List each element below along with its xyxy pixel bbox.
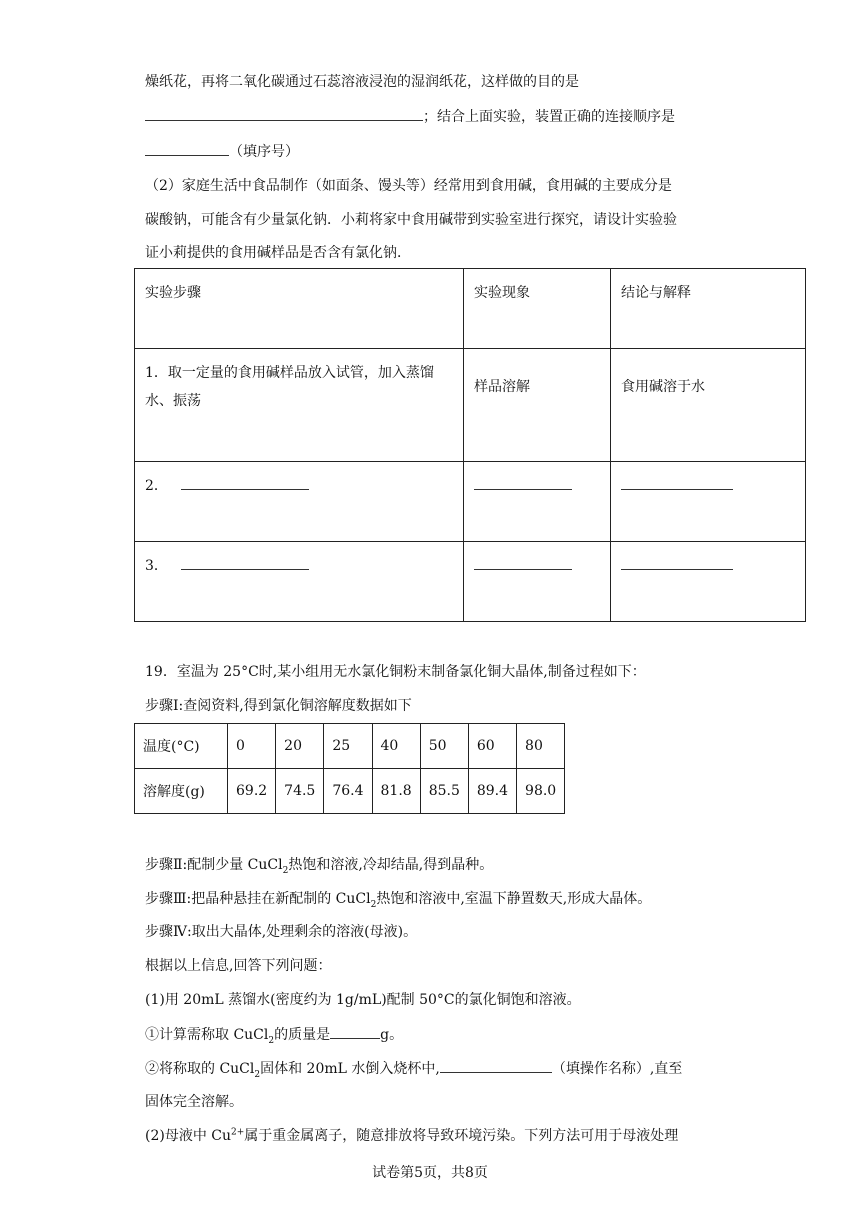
experiment-table — [134, 268, 806, 622]
table-cell: 1．取一定量的食用碱样品放入试管，加入蒸馏水、振荡 — [135, 349, 464, 462]
q19-step1: 步骤Ⅰ:查阅资料,得到氯化铜溶解度数据如下 — [145, 698, 412, 714]
table-cell: 食用碱溶于水 — [611, 349, 806, 462]
answer-blank-mass[interactable] — [330, 1024, 380, 1039]
q19-step3: 步骤Ⅲ:把晶种悬挂在新配制的 CuCl$_2$热饱和溶液中,室温下静置数天,形成大晶体。 — [145, 891, 652, 910]
solubility-cell: 81.8 — [372, 769, 420, 814]
q19-intro: 19．室温为 25°C时,某小组用无水氯化铜粉末制备氯化铜大晶体,制备过程如下： — [145, 664, 646, 680]
temp-cell: 80 — [517, 724, 565, 769]
table-cell: 样品溶解 — [464, 349, 611, 462]
answer-blank-step2[interactable] — [181, 475, 309, 490]
table-cell — [611, 462, 806, 542]
q19-part1: (1)用 20mL 蒸馏水(密度约为 1g/mL)配制 50°C的氯化铜饱和溶液。 — [145, 992, 581, 1008]
q18-p2-line2: 碳酸钠，可能含有少量氯化钠．小莉将家中食用碱带到实验室进行探究，请设计实验验 — [145, 212, 677, 228]
q18-line3: （填序号） — [145, 141, 299, 162]
temp-cell: 60 — [468, 724, 516, 769]
temp-cell: 0 — [228, 724, 276, 769]
answer-blank-purpose[interactable] — [145, 106, 423, 121]
answer-blank-conclusion3[interactable] — [621, 555, 733, 570]
table-cell — [464, 542, 611, 622]
table-cell — [611, 542, 806, 622]
q18-line2: ；结合上面实验，装置正确的连接顺序是 — [145, 106, 675, 127]
page-footer: 试卷第5页，共8页 — [372, 1165, 488, 1181]
temp-cell: 40 — [372, 724, 420, 769]
solubility-cell: 74.5 — [276, 769, 324, 814]
table-header: 实验步骤 — [135, 269, 464, 349]
solubility-cell: 69.2 — [228, 769, 276, 814]
answer-blank-phenomenon3[interactable] — [474, 555, 572, 570]
temp-cell: 50 — [420, 724, 468, 769]
solubility-cell: 76.4 — [324, 769, 372, 814]
answer-blank-operation[interactable] — [440, 1058, 552, 1073]
solubility-label: 溶解度(g) — [135, 769, 228, 814]
answer-blank-step3[interactable] — [181, 555, 309, 570]
table-header: 实验现象 — [464, 269, 611, 349]
table-cell: 2． — [135, 462, 464, 542]
table-header: 结论与解释 — [611, 269, 806, 349]
q19-part2: (2)母液中 $Cu^{2+}$属于重金属离子，随意排放将导致环境污染。下列方法可用于母液处理 — [145, 1127, 679, 1144]
answer-blank-order[interactable] — [145, 141, 229, 156]
solubility-cell: 85.5 — [420, 769, 468, 814]
answer-blank-conclusion2[interactable] — [621, 475, 733, 490]
q19-ask: 根据以上信息,回答下列问题： — [145, 958, 332, 974]
solubility-cell: 89.4 — [468, 769, 516, 814]
answer-blank-phenomenon2[interactable] — [474, 475, 572, 490]
temp-cell: 20 — [276, 724, 324, 769]
q18-p2-line3: 证小莉提供的食用碱样品是否含有氯化钠． — [145, 245, 411, 261]
q18-line1: 燥纸花，再将二氧化碳通过石蕊溶液浸泡的湿润纸花，这样做的目的是 — [145, 74, 579, 90]
q19-step2: 步骤Ⅱ:配制少量 CuCl$_2$热饱和溶液,冷却结晶,得到晶种。 — [145, 857, 494, 876]
q19-step4: 步骤Ⅳ:取出大晶体,处理剩余的溶液(母液)。 — [145, 924, 418, 940]
q19-part1b: ②将称取的 CuCl$_2$固体和 20mL 水倒入烧杯中, （填操作名称）,直至 — [145, 1058, 682, 1079]
q19-part1a: ①计算需称取 CuCl$_2$的质量是 g。 — [145, 1024, 403, 1045]
q19-part1b-cont: 固体完全溶解。 — [145, 1094, 243, 1110]
q18-p2-line1: （2）家庭生活中食品制作（如面条、馒头等）经常用到食用碱，食用碱的主要成分是 — [145, 178, 672, 194]
table-cell — [464, 462, 611, 542]
solubility-cell: 98.0 — [517, 769, 565, 814]
solubility-table — [134, 723, 565, 814]
temp-cell: 25 — [324, 724, 372, 769]
temp-label: 温度(°C) — [135, 724, 228, 769]
table-cell: 3． — [135, 542, 464, 622]
